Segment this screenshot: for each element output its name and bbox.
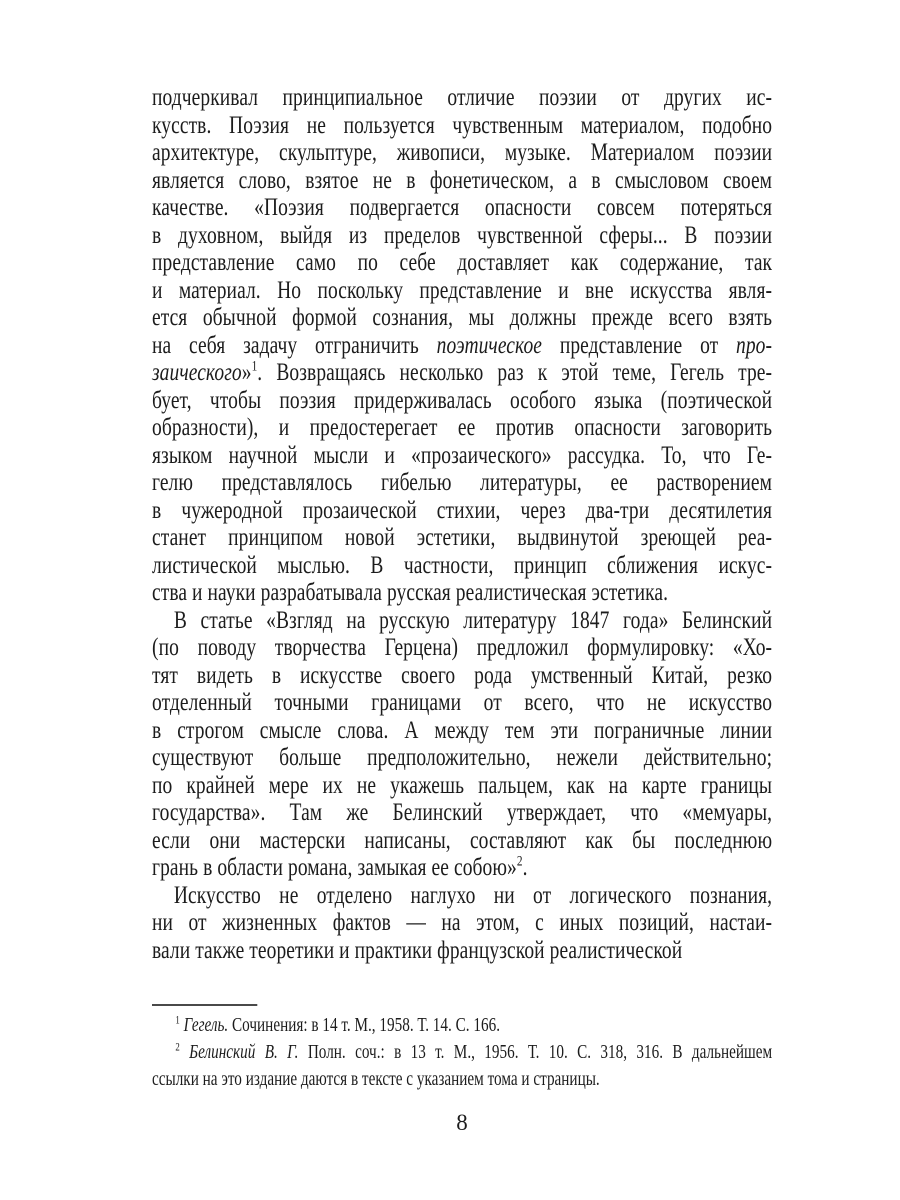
text-segment: вали также теоретики и практики французской реалистической (152, 936, 683, 964)
footnote-ref: 1 (251, 358, 258, 375)
text-line (152, 937, 772, 965)
text-line (152, 112, 772, 140)
text-segment: ства и науки разрабатывала русская реалистическая эстетика. (152, 579, 669, 606)
text-line (152, 717, 772, 745)
text-line (152, 607, 772, 635)
text-segment: (по поводу творчества Герцена) предложил формулировку: «Хо- (152, 634, 773, 661)
text-segment (180, 1042, 189, 1063)
text-segment: отделенный точными границами от всего, что не искусство (152, 689, 773, 716)
text-segment: в духовном, выйдя из пределов чувственной сферы... В поэзии (152, 221, 773, 249)
text-line (152, 744, 772, 772)
text-segment: листической мыслью. В частности, принцип сближения искус- (152, 551, 773, 579)
text-line (152, 552, 772, 580)
text-line (152, 689, 772, 717)
footnote (152, 1039, 772, 1093)
text-line (152, 662, 772, 690)
text-line (152, 1039, 772, 1066)
text-line (152, 359, 772, 387)
paragraph (152, 882, 772, 965)
text-segment: архитектуре, скульптуре, живописи, музыке. Материалом поэзии (152, 139, 773, 166)
text-segment: по крайней мере их не укажешь пальцем, как на карте границы (152, 771, 773, 799)
text-segment: на себя задачу отграничить (152, 331, 437, 359)
text-line (152, 579, 772, 607)
text-segment: ссылки на это издание даются в тексте с указанием тома и страницы. (152, 1069, 600, 1090)
footnote-ref: 1 (175, 1014, 180, 1027)
text-segment: существуют больше предположительно, нежели действительно; (152, 744, 773, 771)
text-line (152, 772, 772, 800)
footnote-separator (152, 1004, 257, 1006)
text-column (152, 84, 772, 1093)
body-text (152, 84, 772, 964)
text-line (152, 414, 772, 442)
text-line (152, 497, 772, 525)
text-segment: Полн. соч.: в 13 т. М., 1956. Т. 10. С. 318, 316. В дальнейшем (298, 1042, 773, 1063)
paragraph (152, 84, 772, 607)
text-segment: является слово, взятое не в фонетическом, а в смысловом своем (152, 166, 773, 194)
footnotes (152, 1012, 772, 1093)
text-line (152, 222, 772, 250)
text-segment: ни от жизненных фактов — на этом, с иных позиций, настаи- (152, 909, 773, 936)
text-line (152, 882, 772, 910)
text-segment: в чужеродной прозаической стихии, через два-три десятилетия (152, 496, 773, 524)
text-line (152, 194, 772, 222)
text-segment: если они мастерски написаны, составляют как бы последнюю (152, 826, 773, 854)
footnote (152, 1012, 772, 1039)
footnote-ref: 2 (175, 1041, 180, 1054)
footnote-ref: 2 (516, 853, 523, 870)
text-line (152, 827, 772, 855)
text-line (152, 634, 772, 662)
text-line (152, 524, 772, 552)
text-segment: представление само по себе доставляет как содержание, так (152, 249, 773, 276)
text-segment: Сочинения: в 14 т. М., 1958. Т. 14. С. 166. (228, 1015, 501, 1036)
text-segment: » (241, 359, 252, 386)
text-segment: станет принципом новой эстетики, выдвинутой зреющей реа- (152, 524, 773, 551)
text-segment: и материал. Но поскольку представление и вне искусства явля- (152, 276, 773, 304)
text-segment: подчеркивал принципиальное отличие поэзии от других ис- (152, 84, 773, 111)
text-line (152, 442, 772, 470)
text-segment: . (522, 854, 528, 881)
text-segment: представление от (542, 331, 737, 359)
text-segment: образности), и предостерегает ее против опасности заговорить (152, 414, 773, 441)
text-segment: . Возвращаясь несколько раз к этой теме, Гегель тре- (257, 359, 773, 386)
paragraph (152, 607, 772, 882)
text-line (152, 332, 772, 360)
text-line (152, 799, 772, 827)
text-segment: тят видеть в искусстве своего рода умственный Китай, резко (152, 661, 773, 689)
text-line (152, 167, 772, 195)
text-line (152, 387, 772, 415)
text-segment: гелю представлялось гибелью литературы, ее растворением (152, 469, 773, 496)
text-line (152, 277, 772, 305)
text-segment: грань в области романа, замыкая ее собою» (152, 854, 517, 881)
text-line (152, 249, 772, 277)
text-line (152, 1066, 772, 1093)
page-number: 8 (456, 1110, 468, 1135)
text-line (152, 469, 772, 497)
text-segment: качестве. «Поэзия подвергается опасности совсем потеряться (152, 194, 773, 221)
page-text-block (152, 84, 772, 1093)
text-segment: кусств. Поэзия не пользуется чувственным материалом, подобно (152, 111, 773, 139)
text-segment: государства». Там же Белинский утверждает, что «мемуары, (152, 799, 773, 826)
text-line (152, 909, 772, 937)
text-line (152, 1012, 772, 1039)
text-line (152, 139, 772, 167)
text-segment: Искусство не отделено наглухо ни от логического познания, (173, 881, 773, 909)
text-segment: бует, чтобы поэзия придерживалась особого языка (поэтической (152, 386, 773, 414)
text-segment: языком научной мысли и «прозаического» рассудка. То, что Ге- (152, 441, 773, 469)
text-segment: В статье «Взгляд на русскую литературу 1847 года» Белинский (173, 606, 773, 634)
italic-text: поэтическое (436, 331, 543, 359)
italic-text: Белинский В. Г. (189, 1042, 299, 1063)
italic-text: заического (152, 359, 242, 386)
italic-text: про- (736, 331, 773, 359)
italic-text: Гегель. (183, 1015, 229, 1036)
text-segment: ется обычной формой сознания, мы должны прежде всего взять (152, 304, 773, 331)
text-segment: в строгом смысле слова. А между тем эти пограничные линии (152, 716, 773, 744)
text-line (152, 84, 772, 112)
text-line (152, 854, 772, 882)
text-line (152, 304, 772, 332)
